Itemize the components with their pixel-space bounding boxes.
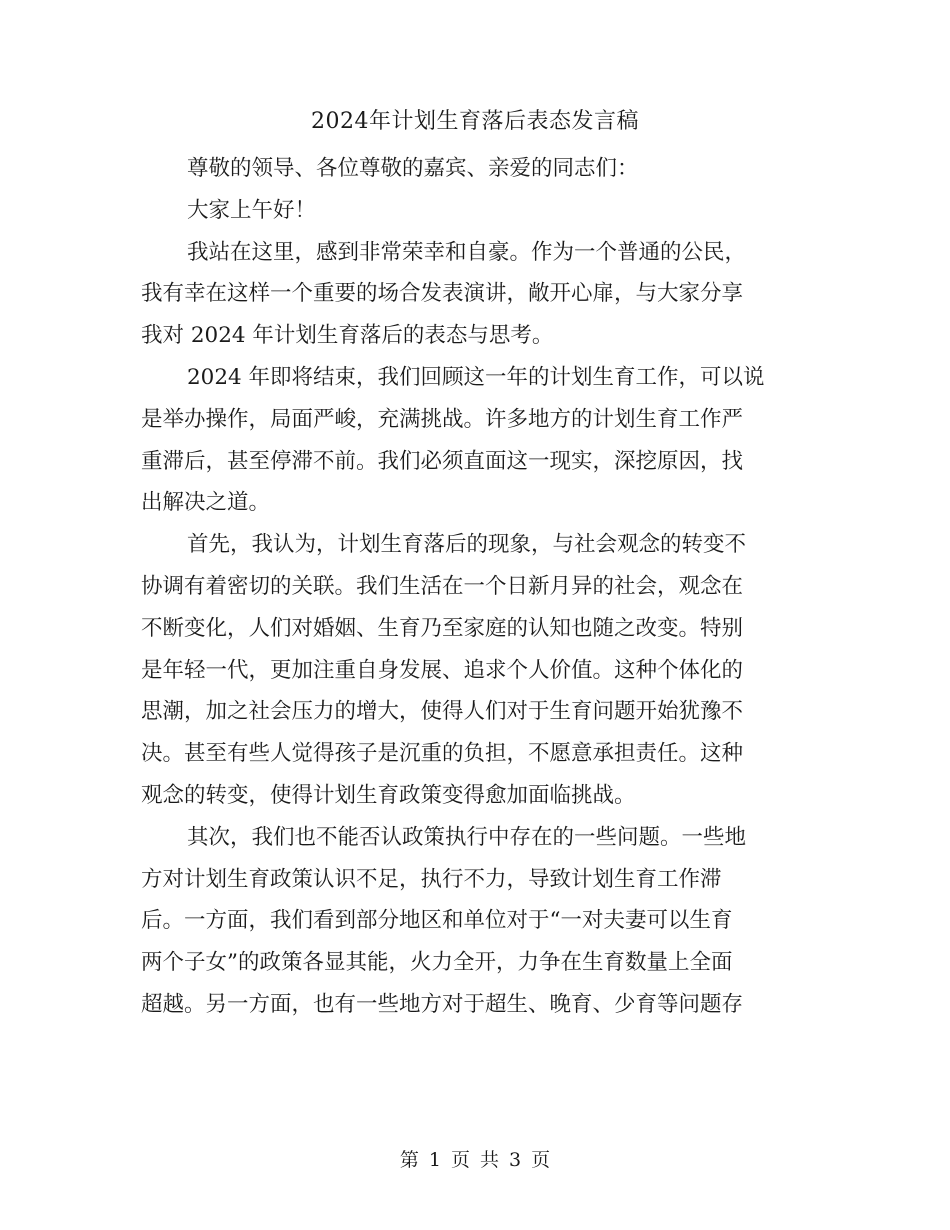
text-line: 两个子女”的政策各显其能，火力全开，力争在生育数量上全面 — [141, 950, 733, 976]
paragraph-2 — [141, 357, 806, 524]
paragraph-greeting — [141, 148, 806, 190]
text-line: 重滞后，甚至停滞不前。我们必须直面这一现实，深挖原因，找 — [141, 448, 744, 474]
document-body — [141, 148, 806, 1026]
paragraph-hello — [141, 190, 806, 232]
document-title: 2024年计划生育落后表态发言稿 — [311, 109, 639, 134]
paragraph-4 — [141, 817, 806, 1026]
paragraph-1 — [141, 232, 806, 357]
text-line: 是举办操作，局面严峻，充满挑战。许多地方的计划生育工作严 — [141, 406, 744, 432]
text-line: 决。甚至有些人觉得孩子是沉重的负担，不愿意承担责任。这种 — [141, 741, 744, 767]
text-line: 出解决之道。 — [141, 490, 271, 516]
text-line: 其次，我们也不能否认政策执行中存在的一些问题。一些地 — [187, 824, 747, 850]
text-line: 不断变化，人们对婚姻、生育乃至家庭的认知也随之改变。特别 — [141, 615, 744, 641]
text-line: 是年轻一代，更加注重自身发展、追求个人价值。这种个体化的 — [141, 657, 744, 683]
text-line: 观念的转变，使得计划生育政策变得愈加面临挑战。 — [141, 782, 636, 808]
text-line: 首先，我认为，计划生育落后的现象，与社会观念的转变不 — [187, 532, 747, 558]
text-line: 方对计划生育政策认识不足，执行不力，导致计划生育工作滞 — [141, 866, 722, 892]
text-line: 协调有着密切的关联。我们生活在一个日新月异的社会，观念在 — [141, 573, 744, 599]
text-line: 思潮，加之社会压力的增大，使得人们对于生育问题开始犹豫不 — [141, 699, 744, 725]
page-number: 第 1 页 共 3 页 — [399, 1149, 551, 1171]
text-line: 大家上午好！ — [187, 197, 317, 223]
text-line: 超越。另一方面，也有一些地方对于超生、晚育、少育等问题存 — [141, 991, 744, 1017]
text-line: 2024 年即将结束，我们回顾这一年的计划生育工作，可以说 — [187, 364, 765, 390]
text-line: 我站在这里，感到非常荣幸和自豪。作为一个普通的公民， — [187, 239, 747, 265]
text-line: 尊敬的领导、各位尊敬的嘉宾、亲爱的同志们： — [187, 156, 639, 181]
paragraph-3 — [141, 524, 806, 817]
text-line: 我对 2024 年计划生育落后的表态与思考。 — [141, 323, 554, 349]
text-line: 我有幸在这样一个重要的场合发表演讲，敞开心扉，与大家分享 — [141, 281, 744, 307]
text-line: 后。一方面，我们看到部分地区和单位对于“一对夫妻可以生育 — [141, 908, 733, 934]
